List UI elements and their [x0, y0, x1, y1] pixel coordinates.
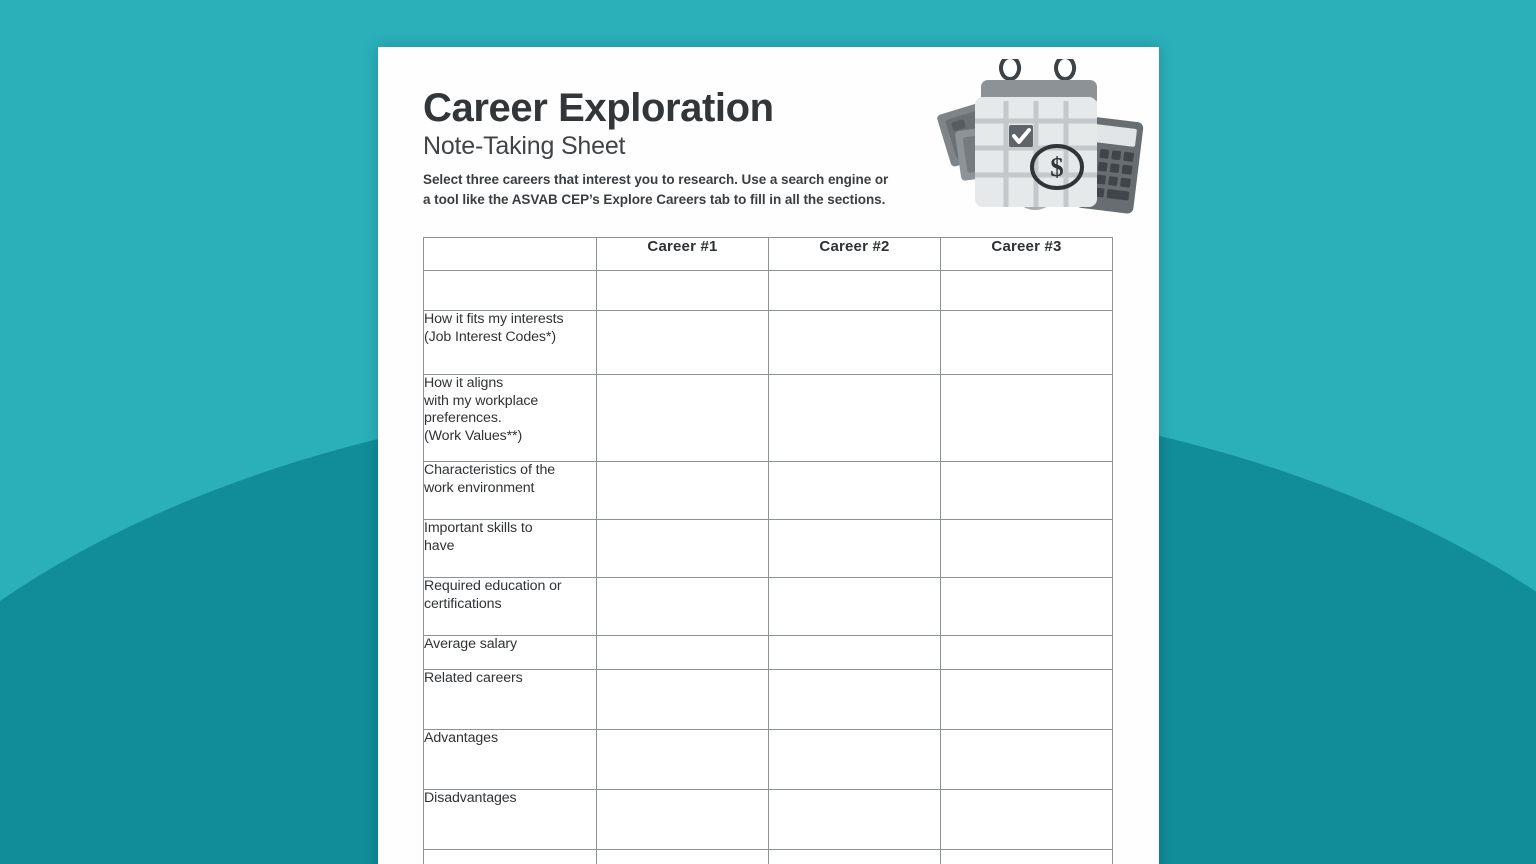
cell-career-3[interactable]: [941, 790, 1113, 850]
cell-career-3[interactable]: [941, 578, 1113, 636]
row-label-line: preferences.: [424, 410, 502, 427]
row-label-line: Disadvantages: [424, 790, 517, 806]
checkmark-icon: [1009, 125, 1033, 147]
cell-career-2[interactable]: [769, 670, 941, 730]
table-row: [424, 375, 1113, 462]
table-row: [424, 850, 1113, 864]
row-label-line: Important skills to: [424, 520, 533, 536]
cell-career-1[interactable]: [597, 636, 769, 670]
table-row: [424, 520, 1113, 578]
row-label-interests: [424, 311, 597, 375]
column-header-career-3: Career #3: [941, 238, 1113, 271]
row-label-important-skills: [424, 520, 597, 578]
row-label-related-careers: [424, 670, 597, 730]
instructions-line-2: a tool like the ASVAB CEP’s Explore Careers tab to fill in all the sections.: [423, 191, 886, 207]
worksheet-page: [378, 47, 1159, 864]
cell-career-2[interactable]: [769, 375, 941, 462]
row-label-line: (Job Interest Codes*): [424, 328, 556, 345]
cell-career-2[interactable]: [769, 790, 941, 850]
cell-career-2[interactable]: [769, 850, 941, 864]
cell-career-1[interactable]: [597, 520, 769, 578]
cell-career-3[interactable]: [941, 636, 1113, 670]
row-label-line: Advantages: [424, 730, 498, 746]
calendar-icon: [975, 80, 1097, 207]
row-label-disadvantages: [424, 790, 597, 850]
page-title: Career Exploration: [423, 86, 774, 130]
table-header-row: [424, 238, 1113, 271]
row-label-required-education: [424, 578, 597, 636]
row-label-line: with my workplace: [424, 392, 539, 409]
table-row-career-names: [424, 271, 1113, 311]
table-row: [424, 462, 1113, 520]
table-body: [424, 271, 1113, 864]
row-label-line: Required education or: [424, 578, 562, 594]
row-label-average-salary: [424, 636, 597, 670]
cell-career-1[interactable]: [597, 790, 769, 850]
instructions-line-1: Select three careers that interest you to research. Use a search engine or: [423, 171, 889, 187]
row-label-line: Average salary: [424, 636, 517, 652]
cell-career-2[interactable]: [769, 730, 941, 790]
cell-career-2[interactable]: [769, 636, 941, 670]
row-label-workplace-preferences: [424, 375, 597, 462]
table-row: [424, 730, 1113, 790]
row-label-line: How it fits my interests: [424, 311, 564, 327]
cell-career-1[interactable]: [597, 311, 769, 375]
row-label-line: Characteristics of the: [424, 462, 556, 478]
cell-career-1[interactable]: [597, 730, 769, 790]
row-label-line: How it aligns: [424, 375, 504, 391]
table-row: [424, 670, 1113, 730]
column-header-career-2: Career #2: [769, 238, 941, 271]
row-label-next: [424, 850, 597, 864]
table-corner-blank: [424, 238, 597, 271]
cell-career-2[interactable]: [769, 520, 941, 578]
page-subtitle: Note-Taking Sheet: [423, 132, 626, 161]
table-row: [424, 636, 1113, 670]
table-row: [424, 311, 1113, 375]
row-label-line: Related careers: [424, 670, 523, 686]
svg-text:$: $: [1050, 152, 1064, 182]
cell-career-1[interactable]: [597, 578, 769, 636]
cell-career-2[interactable]: [769, 462, 941, 520]
cell-career-3[interactable]: [941, 670, 1113, 730]
cell-career-3[interactable]: [941, 462, 1113, 520]
column-header-career-1: Career #1: [597, 238, 769, 271]
cell-career-2[interactable]: [769, 311, 941, 375]
cell-career-2-name[interactable]: [769, 271, 941, 311]
table-header: [424, 238, 1113, 271]
cell-career-1[interactable]: [597, 670, 769, 730]
cell-career-1[interactable]: [597, 850, 769, 864]
cell-career-1[interactable]: [597, 462, 769, 520]
calendar-money-calculator-illustration: [917, 59, 1145, 217]
table-row: [424, 578, 1113, 636]
cell-career-3[interactable]: [941, 375, 1113, 462]
cell-career-3[interactable]: [941, 311, 1113, 375]
table-row: [424, 790, 1113, 850]
row-label-advantages: [424, 730, 597, 790]
cell-career-3-name[interactable]: [941, 271, 1113, 311]
cell-career-3[interactable]: [941, 730, 1113, 790]
row-label-line: certifications: [424, 595, 502, 612]
instructions-text: [423, 170, 943, 210]
cell-career-1-name[interactable]: [597, 271, 769, 311]
row-label-blank: [424, 271, 597, 311]
cell-career-2[interactable]: [769, 578, 941, 636]
cell-career-3[interactable]: [941, 520, 1113, 578]
cell-career-1[interactable]: [597, 375, 769, 462]
row-label-line: (Work Values**): [424, 427, 523, 444]
cell-career-3[interactable]: [941, 850, 1113, 864]
row-label-line: have: [424, 537, 455, 554]
career-exploration-table: [423, 237, 1113, 864]
row-label-work-environment: [424, 462, 597, 520]
row-label-line: work environment: [424, 479, 535, 496]
